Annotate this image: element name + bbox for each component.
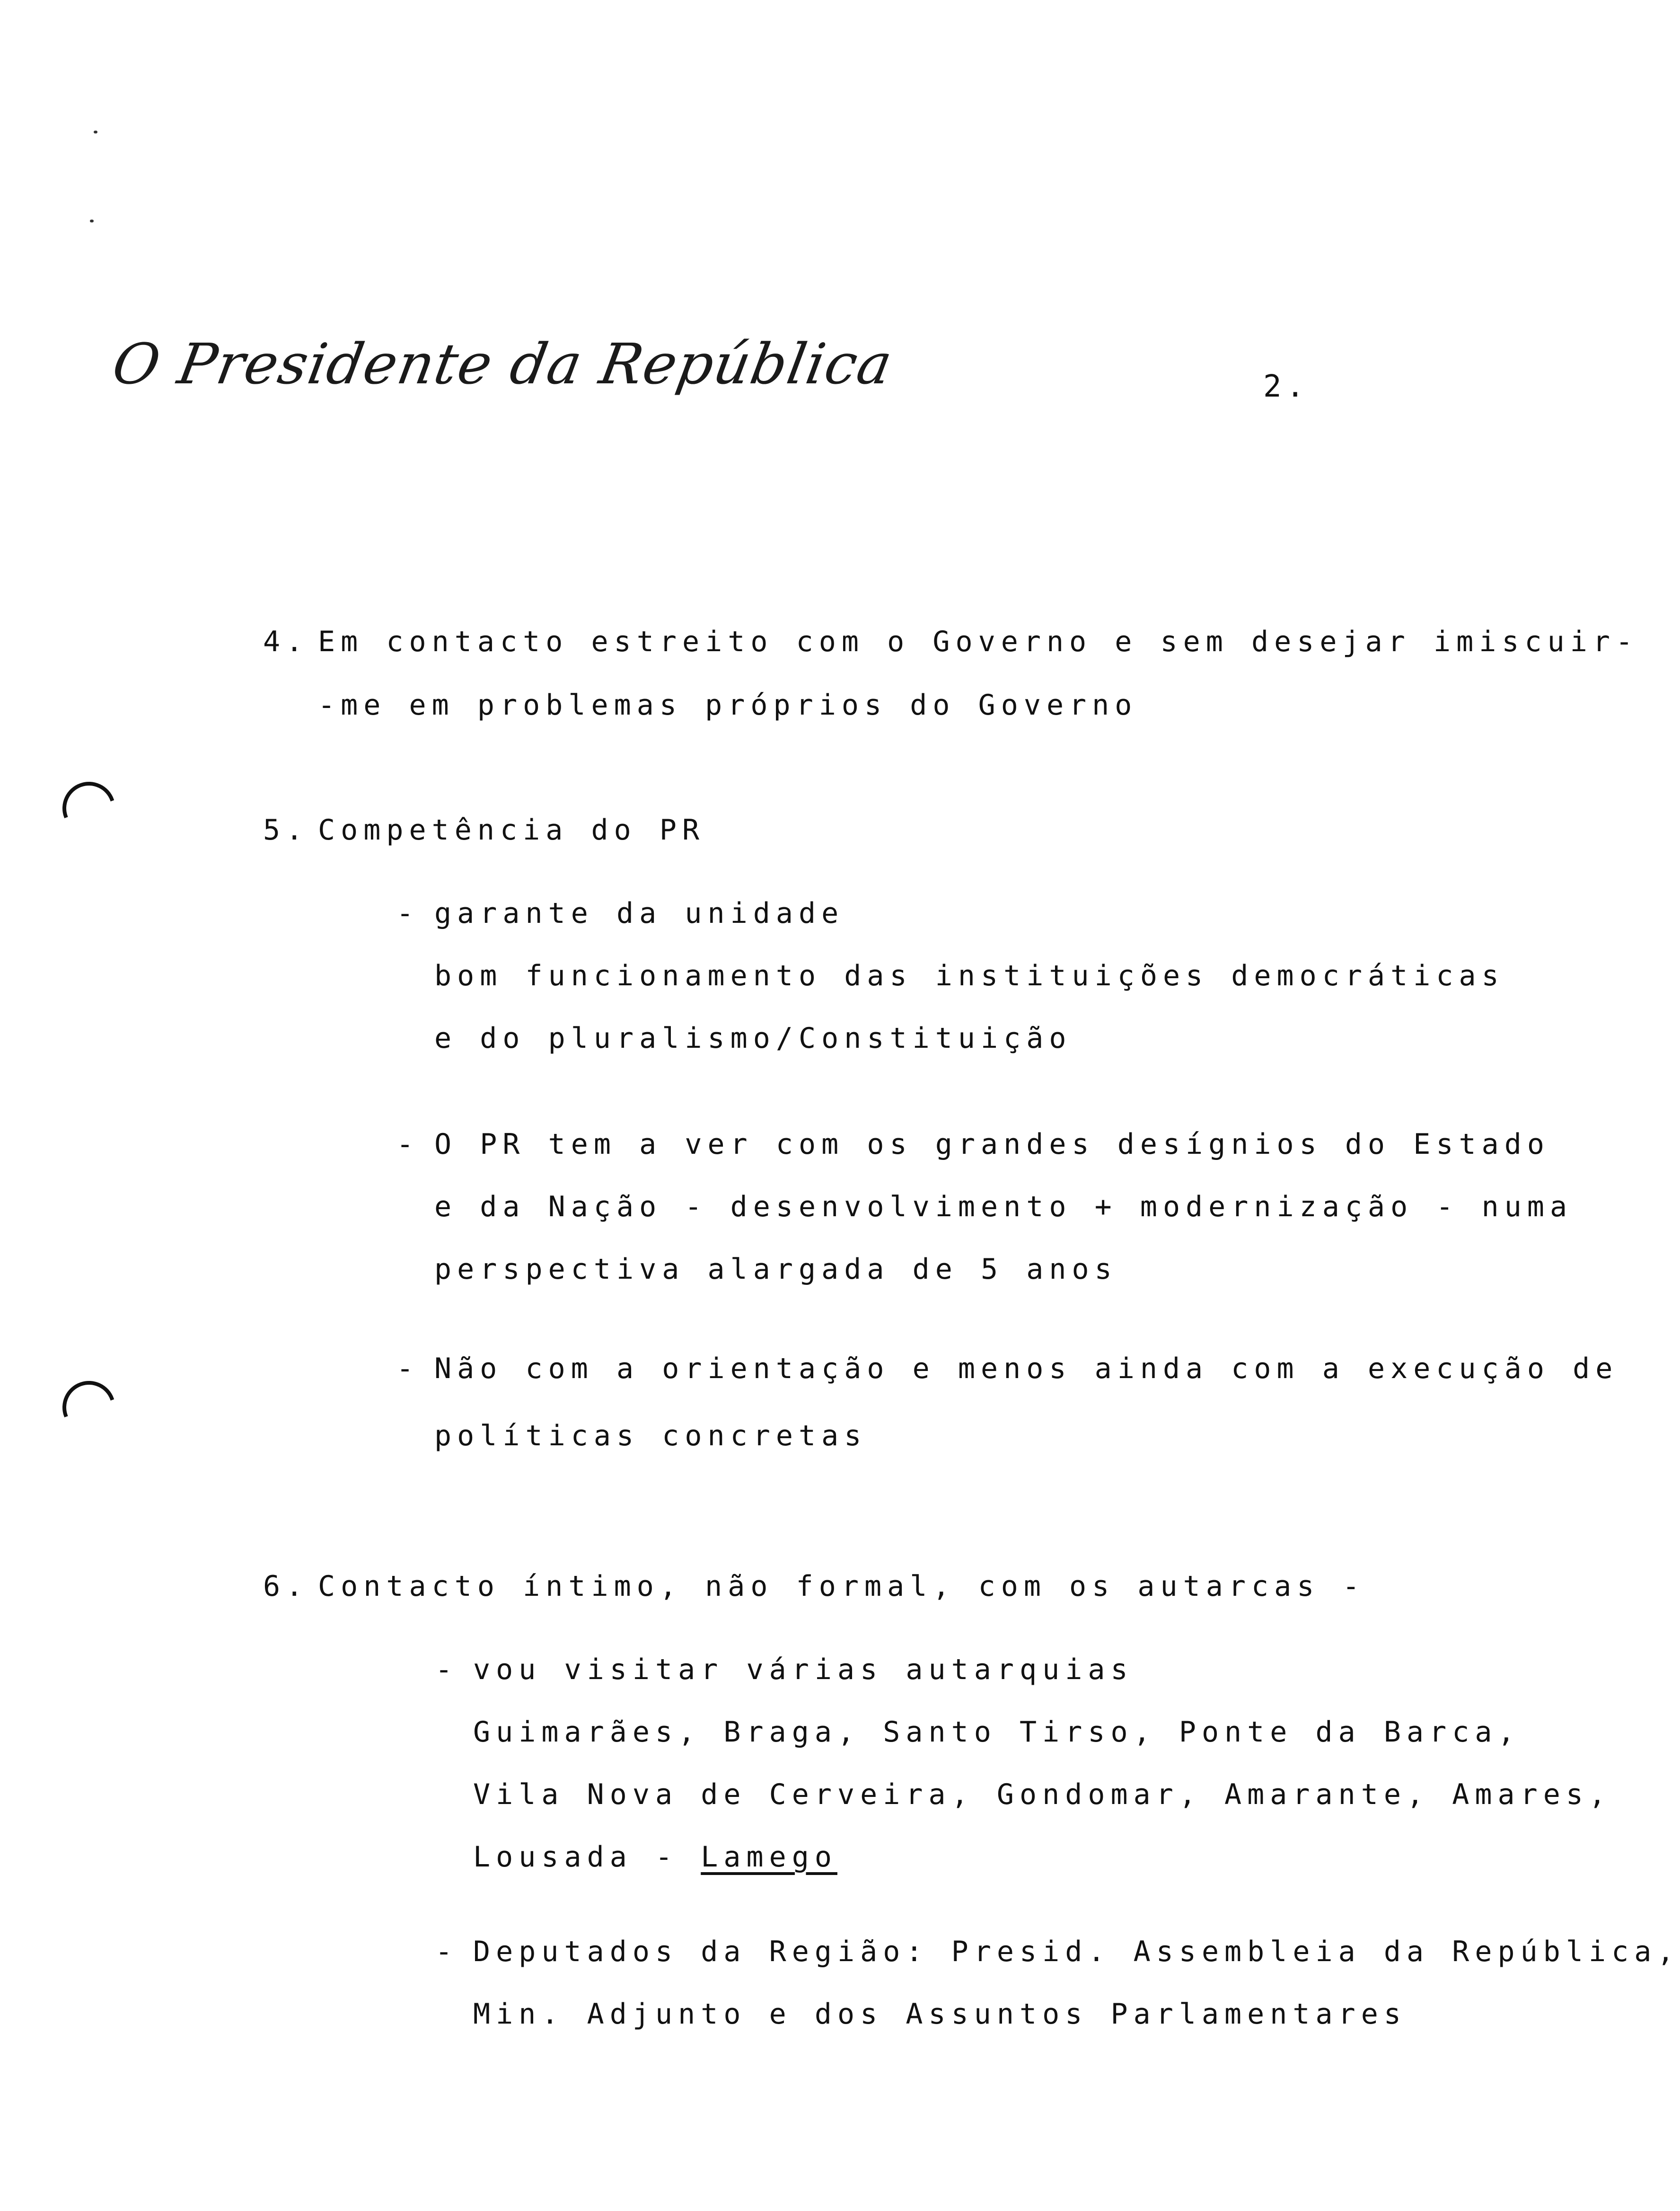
item-title: Contacto íntimo, não formal, com os autarcas -: [318, 1570, 1365, 1603]
bullet-text-line: [473, 1840, 837, 1874]
bullet-text-prefix: Lousada -: [473, 1840, 701, 1874]
item-title: Competência do PR: [318, 814, 705, 847]
item-text-line: Em contacto estreito com o Governo e sem desejar imiscuir-: [318, 625, 1639, 658]
item-number: 5.: [263, 814, 309, 847]
bullet-dash: -: [435, 1653, 458, 1686]
item-text-line: -me em problemas próprios do Governo: [318, 689, 1138, 722]
binder-hole-mark: [55, 1373, 123, 1442]
bullet-text-line: e da Nação - desenvolvimento + modernização - numa: [434, 1190, 1573, 1223]
binder-hole-mark: [55, 774, 123, 842]
bullet-text-line: Guimarães, Braga, Santo Tirso, Ponte da Barca,: [473, 1716, 1521, 1749]
bullet-dash: -: [435, 1935, 458, 1968]
bullet-dash: -: [396, 897, 420, 930]
item-number: 4.: [263, 625, 309, 658]
page-number: 2.: [1263, 369, 1310, 404]
bullet-text-line: perspectiva alargada de 5 anos: [434, 1253, 1117, 1286]
bullet-text-line: bom funcionamento das instituições democráticas: [434, 959, 1504, 992]
bullet-text-line: garante da unidade: [434, 897, 844, 930]
bullet-text-line: O PR tem a ver com os grandes desígnios do Estado: [434, 1128, 1550, 1161]
item-number: 6.: [263, 1570, 309, 1603]
bullet-dash: -: [396, 1128, 420, 1161]
bullet-dash: -: [396, 1352, 420, 1385]
letterhead: O Presidente da República: [107, 331, 898, 397]
bullet-text-line: Deputados da Região: Presid. Assembleia da República,: [473, 1935, 1680, 1968]
bullet-text-line: políticas concretas: [434, 1419, 867, 1452]
underlined-place-lamego: Lamego: [701, 1840, 837, 1874]
bullet-text-line: e do pluralismo/Constituição: [434, 1022, 1072, 1055]
bullet-text-line: Vila Nova de Cerveira, Gondomar, Amarante, Amares,: [473, 1778, 1612, 1811]
paper-speck: [90, 220, 94, 222]
bullet-text-line: Min. Adjunto e dos Assuntos Parlamentares: [473, 1998, 1407, 2031]
bullet-text-line: vou visitar várias autarquias: [473, 1653, 1134, 1686]
paper-speck: [94, 131, 97, 133]
bullet-text-line: Não com a orientação e menos ainda com a execução de: [434, 1352, 1618, 1385]
